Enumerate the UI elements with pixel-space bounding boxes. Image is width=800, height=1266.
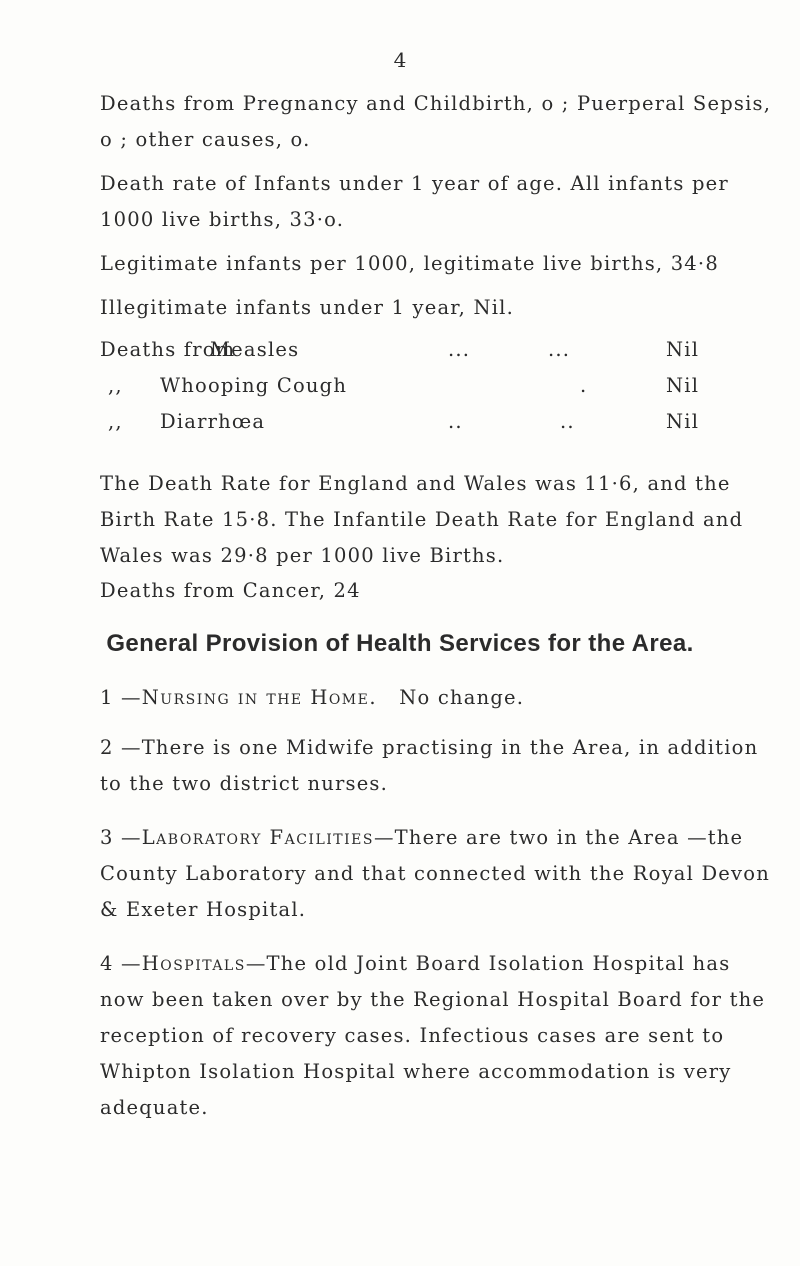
paragraph-england-wales-rates: The Death Rate for England and Wales was 11·6, and the Birth Rate 15·8. The Infantile Death Rate for England and Wales was 29·8 per 1000 live Births. [100,472,744,567]
item-number: 3 — [100,826,142,849]
item-number: 1 — [100,686,142,709]
row-prefix: ,, [108,410,123,433]
row-value: Nil [666,410,700,433]
row-dots: . [580,374,588,397]
item-text: —The old Joint Board Isolation Hospital has now been taken over by the Regional Hospital Board for the reception of recovery cases. Infectious cases are sent to Whipton Isolation Hospital where accommodation is very adequate. [100,952,766,1119]
paragraph-pregnancy-deaths: Deaths from Pregnancy and Childbirth, o ; Puerperal Sepsis, o ; other causes, o. [100,92,772,151]
row-dots: .. [560,410,575,433]
paragraph-cancer-deaths: Deaths from Cancer, 24 [100,579,361,602]
item-title: Nursing in the Home. [141,686,378,709]
row-prefix: Deaths from [100,338,236,361]
section-heading: General Provision of Health Services for the Area. [106,630,694,657]
row-value: Nil [666,338,700,361]
item-number: 4 — [100,952,142,975]
item-text: —There are two in the Area —the County Laboratory and that connected with the Royal Devon & Exeter Hospital. [100,826,770,921]
row-dots: ... [448,338,471,361]
item-title: Hospitals [141,952,246,975]
row-dots: ... [548,338,571,361]
item-text: No change. [399,686,525,709]
item-laboratory [66,820,776,928]
item-nursing [66,680,776,716]
paragraph-illegitimate-infants: Illegitimate infants under 1 year, Nil. [100,296,514,319]
item-number: 2 — [100,736,142,759]
row-value: Nil [666,374,700,397]
paragraph-infant-death-rate: Death rate of Infants under 1 year of age. All infants per 1000 live births, 33·o. [100,172,729,231]
item-hospitals [66,946,776,1126]
row-cause: Diarrhœa [160,410,266,433]
item-midwife [66,730,776,802]
item-title: Laboratory Facilities [141,826,374,849]
item-text: There is one Midwife practising in the Area, in addition to the two district nurses. [100,736,759,795]
row-cause: Whooping Cough [160,374,348,397]
page-number: 4 [393,48,407,72]
row-cause: Measles [210,338,300,361]
paragraph-legitimate-infants: Legitimate infants per 1000, legitimate live births, 34·8 [100,252,719,275]
row-prefix: ,, [108,374,123,397]
row-dots: .. [448,410,463,433]
